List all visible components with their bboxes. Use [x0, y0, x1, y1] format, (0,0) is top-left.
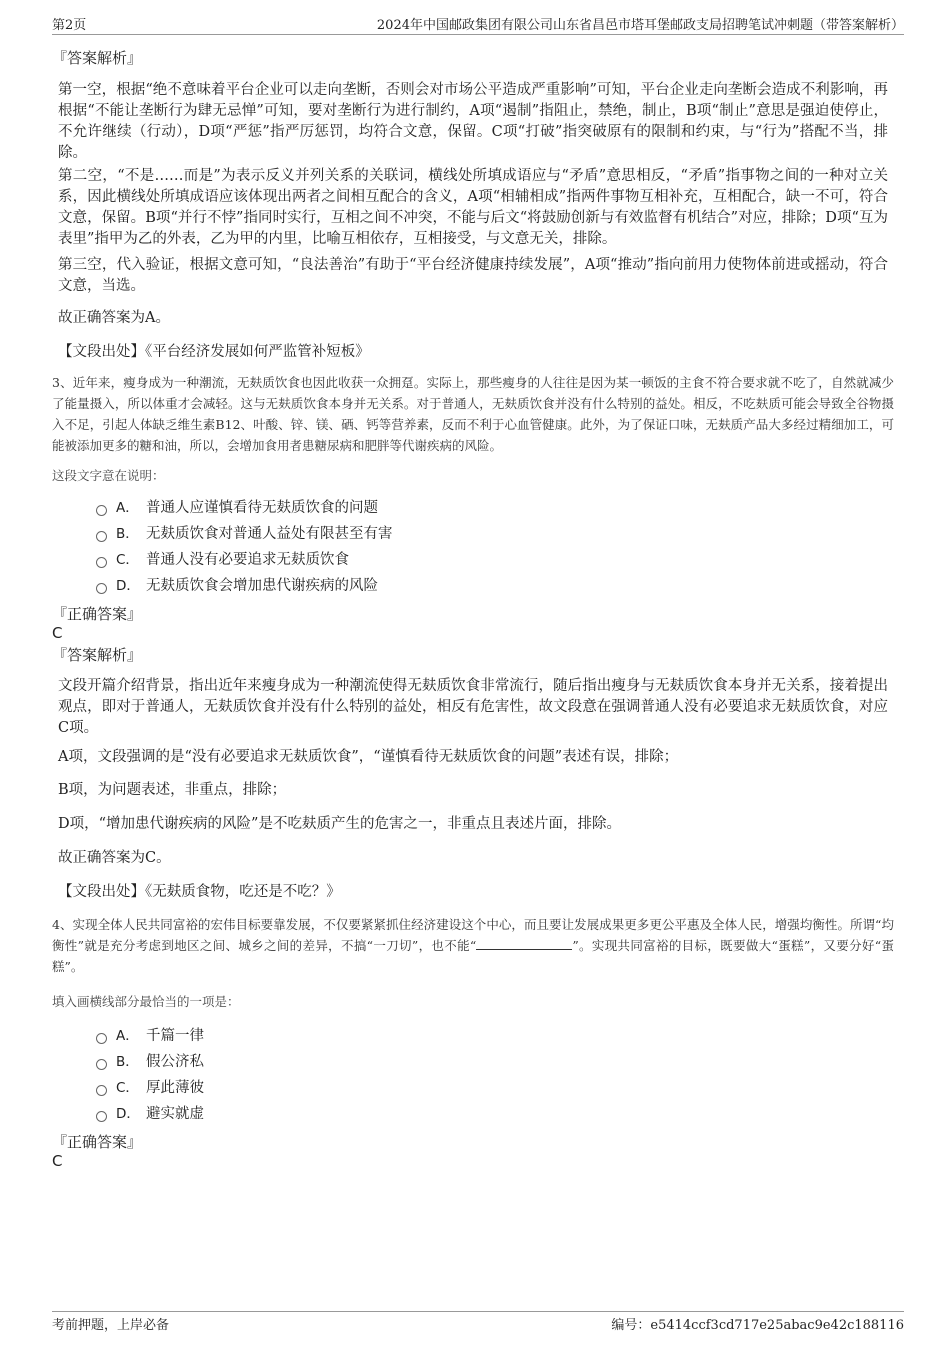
page-number: 第2页	[52, 18, 87, 33]
radio-icon[interactable]	[96, 531, 107, 542]
q2-analysis-label: 『答案解析』	[52, 49, 143, 67]
q4-answer: C	[52, 1152, 63, 1170]
q3-analysis-paragraph-2: A项，文段强调的是“没有必要追求无麸质饮食”，“谨慎看待无麸质饮食的问题”表述有误，排除；	[58, 749, 679, 765]
page-footer	[52, 1311, 904, 1334]
q3-conclusion: 故正确答案为C。	[58, 850, 171, 866]
q2-conclusion: 故正确答案为A。	[58, 310, 170, 326]
fill-blank	[476, 936, 572, 950]
q2-analysis-paragraph-1: 第一空，根据“绝不意味着平台企业可以走向垄断，否则会对市场公平造成严重影响”可知，平台企业走向垄断会造成不利影响，再根据“不能让垄断行为肆无忌惮”可知，要对垄断行为进行制约，A项“遏制”指阻止，禁绝，制止，B项“制止”意思是强迫使停止，不允许继续（行动），D项“严惩”指严厉惩罚，均符合文意，保留。C项“打破”指突破原有的限制和约束，与“行为”搭配不当，排除。	[58, 82, 888, 161]
q4-prompt: 填入画横线部分最恰当的一项是：	[52, 994, 240, 1009]
q3-source: 【文段出处】《无麸质食物，吃还是不吃？》	[58, 884, 341, 900]
q4-option-a[interactable]: A． 千篇一律	[96, 1026, 204, 1046]
q3-question-text: 3、近年来，瘦身成为一种潮流，无麸质饮食也因此收获一众拥趸。实际上，那些瘦身的人往往是因为某一顿饭的主食不符合要求就不吃了，自然就减少了能量摄入，所以体重才会减轻。这与无麸质饮食本身并无关系。对于普通人，无麸质饮食并没有什么特别的益处。相反，不吃麸质可能会导致全谷物摄入不足，引起人体缺乏维生素B12、叶酸、锌、镁、硒、钙等营养素，反而不利于心血管健康。此外，为了保证口味，无麸质产品大多经过精细加工，可能被添加更多的糖和油，所以，会增加食用者患糖尿病和肥胖等代谢疾病的风险。	[52, 375, 894, 453]
q2-analysis-paragraph-2: 第二空，“不是……而是”为表示反义并列关系的关联词，横线处所填成语应与“矛盾”意思相反，“矛盾”指事物之间的一种对立关系，因此横线处所填成语应该体现出两者之间相互配合的含义，A项“相辅相成”指两件事物互相补充，互相配合，缺一不可，符合文意，保留。B项“并行不悖”指同时实行，互相之间不冲突，不能与后文“将鼓励创新与有效监督有机结合”对应，排除；D项“互为表里”指甲为乙的外表，乙为甲的内里，比喻互相依存，互相接受，与文意无关，排除。	[58, 168, 888, 247]
q3-analysis-paragraph-3: B项，为问题表述，非重点，排除；	[58, 782, 287, 798]
q3-option-c[interactable]: C． 普通人没有必要追求无麸质饮食	[96, 550, 349, 570]
q3-answer: C	[52, 624, 63, 642]
q3-answer-label: 『正确答案』	[52, 605, 143, 623]
q3-option-a[interactable]: A． 普通人应谨慎看待无麸质饮食的问题	[96, 498, 378, 518]
footer-slogan: 考前押题，上岸必备	[52, 1318, 170, 1333]
radio-icon[interactable]	[96, 583, 107, 594]
q4-option-b[interactable]: B． 假公济私	[96, 1052, 204, 1072]
q2-source: 【文段出处】《平台经济发展如何严监管补短板》	[58, 344, 370, 360]
q3-option-b[interactable]: B． 无麸质饮食对普通人益处有限甚至有害	[96, 524, 393, 544]
q4-option-c[interactable]: C． 厚此薄彼	[96, 1078, 204, 1098]
q4-answer-label: 『正确答案』	[52, 1133, 143, 1151]
radio-icon[interactable]	[96, 1085, 107, 1096]
radio-icon[interactable]	[96, 1059, 107, 1070]
q3-option-d[interactable]: D． 无麸质饮食会增加患代谢疾病的风险	[96, 576, 378, 596]
q4-option-d[interactable]: D． 避实就虚	[96, 1104, 204, 1124]
radio-icon[interactable]	[96, 557, 107, 568]
radio-icon[interactable]	[96, 1033, 107, 1044]
document-title: 2024年中国邮政集团有限公司山东省昌邑市塔耳堡邮政支局招聘笔试冲刺题（带答案解析）	[376, 18, 904, 33]
q3-analysis-paragraph-1: 文段开篇介绍背景，指出近年来瘦身成为一种潮流使得无麸质饮食非常流行，随后指出瘦身与无麸质饮食本身并无关系，接着提出观点，即对于普通人，无麸质饮食并没有什么特别的益处，相反有危害性，故文段意在强调普通人没有必要追求无麸质饮食，对应C项。	[58, 678, 888, 736]
q3-analysis-label: 『答案解析』	[52, 646, 143, 664]
document-code: 编号：e5414ccf3cd717e25abac9e42c188116	[611, 1318, 904, 1333]
q4-question-text: 4、实现全体人民共同富裕的宏伟目标要靠发展，不仅要紧紧抓住经济建设这个中心，而且要让发展成果更多更公平惠及全体人民，增强均衡性。所谓“均衡性”就是充分考虑到地区之间、城乡之间的差异，不搞“一刀切”，也不能“ ”。实现共同富裕的目标，既要做大“蛋糕”，又要分好“蛋糕”。	[52, 917, 894, 974]
page-header	[52, 14, 904, 35]
radio-icon[interactable]	[96, 1111, 107, 1122]
q3-prompt: 这段文字意在说明：	[52, 468, 165, 483]
q2-analysis-paragraph-3: 第三空，代入验证，根据文意可知，“良法善治”有助于“平台经济健康持续发展”，A项“推动”指向前用力使物体前进或摇动，符合文意，当选。	[58, 257, 888, 294]
radio-icon[interactable]	[96, 505, 107, 516]
q3-analysis-paragraph-4: D项，“增加患代谢疾病的风险”是不吃麸质产生的危害之一，非重点且表述片面，排除。	[58, 816, 621, 832]
